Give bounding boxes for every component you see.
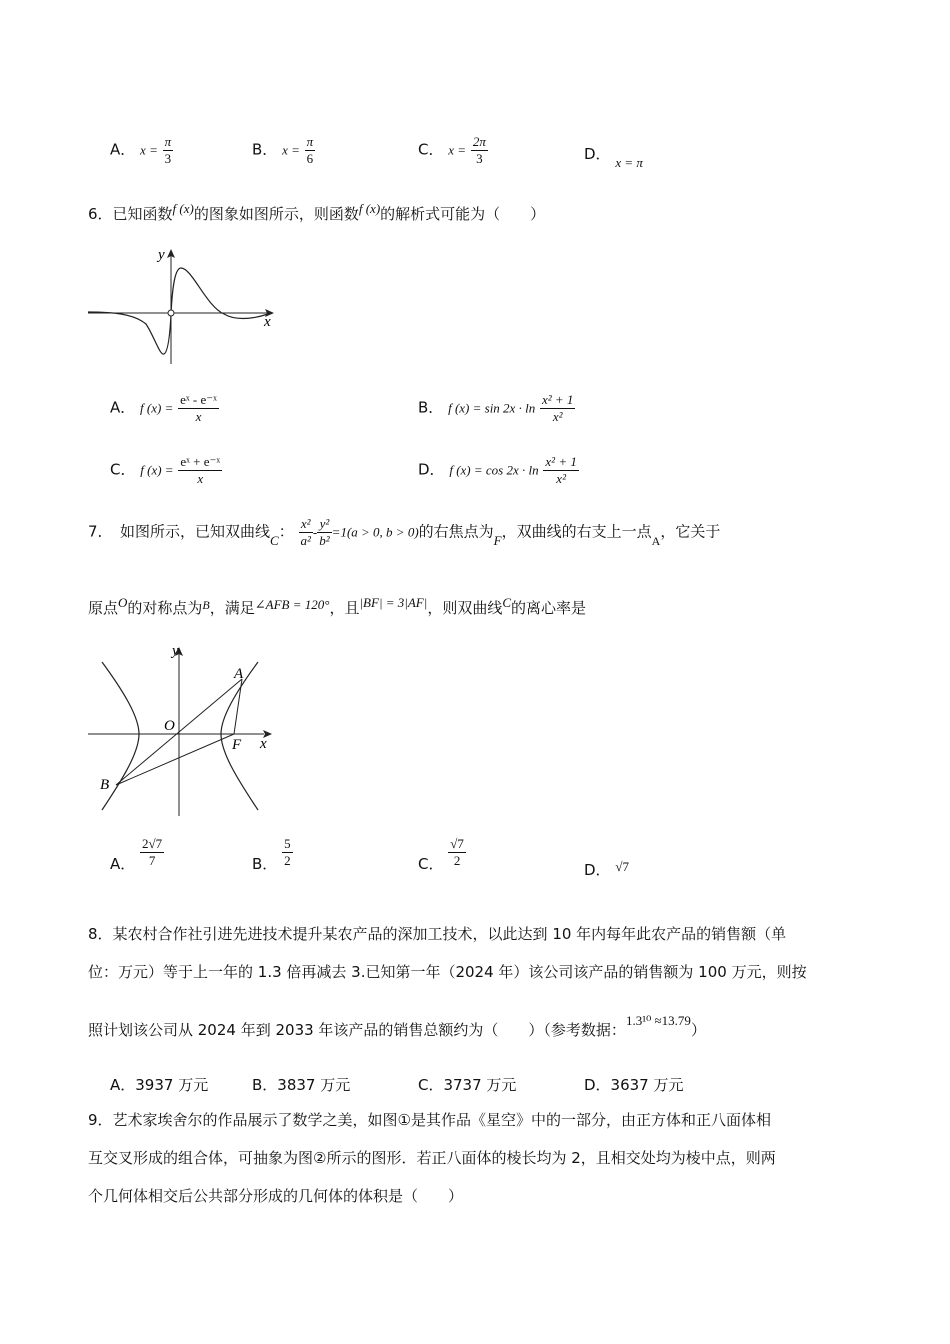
q7-y-label: y <box>172 643 179 659</box>
q7-stem-line2: 原点O的对称点为$^B$，满足∠AFB = 120°，且|BF| = 3|AF|，则双曲线C的离心率是 <box>88 595 587 617</box>
q6-curve <box>88 268 268 354</box>
q6-option-c: C． f (x) = $\frac{\text{eˣ + e⁻ˣ}}{x}$ <box>110 454 221 486</box>
q5-option-d: D． x = π <box>584 145 643 170</box>
q5-b-fraction: $\frac{\pi}{6}$ <box>306 134 314 166</box>
q9-line1: 9．艺术家埃舍尔的作品展示了数学之美，如图①是其作品《星空》中的一部分，由正方体和正八面体相 <box>88 1111 771 1129</box>
q7-option-d: D． √7 <box>584 859 629 879</box>
q7-c-fraction: $\frac{√7}{2}$ <box>450 836 464 868</box>
q5-option-b: B． x = $\frac{\pi}{6}$ <box>252 134 314 166</box>
q5-c-fraction: $\frac{2\pi}{3}$ <box>472 134 486 166</box>
q7-segment-AF <box>234 679 242 734</box>
q6-stem: 6．已知函数f (x)的图象如图所示，则函数f (x)的解析式可能为（ ） <box>88 201 546 223</box>
q6-a-fraction: $\frac{\text{eˣ - e⁻ˣ}}{x}$ <box>180 392 217 424</box>
q6-option-d: D． f (x) = cos 2x · ln $\frac{\text{x² + 1}}{\text{x²}}$ <box>418 454 577 486</box>
q8-line3: 照计划该公司从 2024 年到 2033 年该产品的销售总额约为（ ）（参考数据：1.3¹⁰ ≈13.79） <box>88 1013 706 1039</box>
q7-B-label: B <box>100 777 110 793</box>
q8-option-d: D．3637 万元 <box>584 1076 684 1094</box>
q7-hyperbola-graph <box>84 642 284 820</box>
q7-y-fraction: $\frac{\text{y²}}{\text{b²}}$ <box>319 516 330 548</box>
q8-line1: 8．某农村合作社引进先进技术提升某农产品的深加工技术，以此达到 10 年内每年此农产品的销售额（单 <box>88 925 787 943</box>
q6-x-label: x <box>264 314 271 330</box>
q6-y-label: y <box>158 247 165 263</box>
q5-option-a: A． x = $\frac{\pi}{3}$ <box>110 134 172 166</box>
q9-line2: 互交叉形成的组合体，可抽象为图②所示的图形．若正八面体的棱长均为 2，且相交处均为棱中点，则两 <box>88 1149 776 1167</box>
q7-right-branch <box>221 662 258 810</box>
q7-option-a: A． $\frac{2√7}{7}$ <box>110 836 163 873</box>
q7-F-label: F <box>232 737 242 753</box>
q7-option-c: C． $\frac{√7}{2}$ <box>418 836 464 873</box>
q5-option-c: C． x = $\frac{2\pi}{3}$ <box>418 134 486 166</box>
q6-origin-point <box>168 310 174 316</box>
q7-x-label: x <box>260 736 267 752</box>
q6-c-fraction: $\frac{\text{eˣ + e⁻ˣ}}{x}$ <box>180 454 221 486</box>
q7-segment-BF <box>116 734 234 785</box>
q7-C-2: C <box>502 595 512 610</box>
q5-a-fraction: $\frac{\pi}{3}$ <box>164 134 172 166</box>
q7-option-b: B． $\frac{5}{2}$ <box>252 836 291 873</box>
q8-line2: 位：万元）等于上一年的 1.3 倍再减去 3.已知第一年（2024 年）该公司该产品的销售额为 100 万元，则按 <box>88 963 807 981</box>
q6-d-fraction: $\frac{\text{x² + 1}}{\text{x²}}$ <box>545 454 577 486</box>
q8-option-b: B．3837 万元 <box>252 1076 351 1094</box>
q7-a-fraction: $\frac{2√7}{7}$ <box>142 836 163 868</box>
q7-stem-line1: 7． 如图所示，已知双曲线C： $\frac{\text{x²}}{\text{a²}}$ - $\frac{\text{y²}}{\text{b²}}$ =1(a > 0, b > 0)的右焦点为F，双曲线的右支上一点$_A$，它关于 <box>88 516 721 548</box>
q8-option-a: A．3937 万元 <box>110 1076 209 1094</box>
q6-fx-2: f (x) <box>358 201 381 216</box>
q6-b-fraction: $\frac{\text{x² + 1}}{\text{x²}}$ <box>541 392 574 424</box>
q7-A-label: A <box>234 666 244 682</box>
q7-b-fraction: $\frac{5}{2}$ <box>284 836 291 868</box>
q7-x-fraction: $\frac{\text{x²}}{\text{a²}}$ <box>300 516 311 548</box>
q6-function-graph <box>84 244 284 369</box>
q6-option-a: A． f (x) = $\frac{\text{eˣ - e⁻ˣ}}{x}$ <box>110 392 217 424</box>
q8-option-c: C．3737 万元 <box>418 1076 517 1094</box>
q6-option-b: B． f (x) = sin 2x · ln $\frac{\text{x² + 1}}{\text{x²}}$ <box>418 392 574 424</box>
q9-line3: 个几何体相交后公共部分形成的几何体的体积是（ ） <box>88 1187 464 1205</box>
q7-O-label: O <box>164 718 175 734</box>
